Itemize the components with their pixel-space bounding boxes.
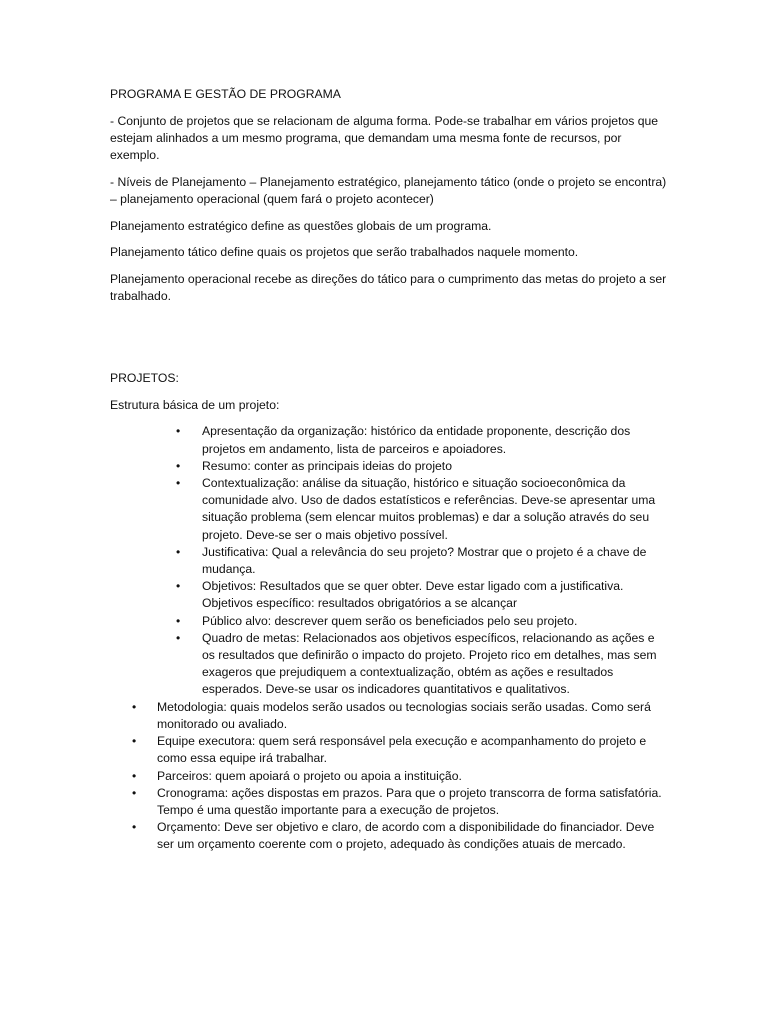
bullet-icon: •: [132, 699, 137, 714]
bullet-icon: •: [176, 458, 181, 473]
list-item: [110, 630, 670, 699]
list-item-text: Contextualização: análise da situação, histórico e situação socioeconômica da comunidade alvo. Uso de dados estatísticos e referências. Deve-se apresentar uma situação problema (sem elencar muitos problemas) e dar a solução através do seu projeto. Deve-se ser o mais objetivo possível.: [202, 476, 656, 542]
list-item: [110, 423, 670, 457]
subheading-estrutura: Estrutura básica de um projeto:: [110, 397, 280, 412]
section-heading-programa: PROGRAMA E GESTÃO DE PROGRAMA: [110, 87, 341, 101]
spacer: [110, 315, 670, 370]
paragraph-tatico: Planejamento tático define quais os projetos que serão trabalhados naquele momento.: [110, 245, 579, 260]
bullet-icon: •: [176, 476, 181, 491]
list-item-text: Apresentação da organização: histórico da entidade proponente, descrição dos projetos em andamento, lista de parceiros e apoiadores.: [202, 424, 631, 456]
list-item: [110, 475, 670, 544]
bullet-icon: •: [132, 820, 137, 835]
list-item-text: Cronograma: ações dispostas em prazos. Para que o projeto transcorra de forma satisfatória. Tempo é uma questão importante para a execução de projetos.: [157, 785, 662, 817]
list-item: [110, 578, 670, 612]
paragraph-estrategico: Planejamento estratégico define as questões globais de um programa.: [110, 218, 492, 233]
list-item: [110, 819, 670, 853]
list-item-text: Metodologia: quais modelos serão usados ou tecnologias sociais serão usadas. Como será monitorado ou avaliado.: [157, 699, 651, 731]
paragraph-operacional: Planejamento operacional recebe as direções do tático para o cumprimento das metas do projeto a ser trabalhado.: [110, 272, 667, 304]
bullet-icon: •: [132, 734, 137, 749]
bullet-icon: •: [176, 613, 181, 628]
list-item: [110, 768, 670, 785]
document-page: [110, 86, 670, 854]
list-item-text: Resumo: conter as principais ideias do projeto: [202, 458, 452, 473]
list-item: [110, 613, 670, 630]
paragraph-niveis: - Níveis de Planejamento – Planejamento estratégico, planejamento tático (onde o projeto se encontra) – planejamento operacional (quem fará o projeto acontecer): [110, 174, 667, 207]
list-item: [110, 458, 670, 475]
bullet-icon: •: [176, 579, 181, 594]
list-item-text: Quadro de metas: Relacionados aos objetivos específicos, relacionando as ações e os resultados que definirão o impacto do projeto. Projeto rico em detalhes, mas sem exageros que prejudiquem a contextualização, obtém as ações e resultados esperados. Deve-se usar os indicadores quantitativos e qualitativos.: [202, 630, 657, 697]
list-item: [110, 785, 670, 819]
bullet-icon: •: [132, 768, 137, 783]
list-item-text: Parceiros: quem apoiará o projeto ou apoia a instituição.: [157, 768, 462, 783]
bullet-icon: •: [132, 785, 137, 800]
list-item: [110, 699, 670, 733]
list-item-text: Objetivos: Resultados que se quer obter. Deve estar ligado com a justificativa. Objetivos específico: resultados obrigatórios a se alcançar: [202, 579, 624, 611]
section-heading-projetos: PROJETOS:: [110, 371, 179, 386]
bullet-icon: •: [176, 630, 181, 645]
list-item: [110, 733, 670, 767]
bullet-icon: •: [176, 544, 181, 559]
list-item-text: Público alvo: descrever quem serão os beneficiados pelo seu projeto.: [202, 613, 578, 628]
paragraph-conjunto: - Conjunto de projetos que se relacionam de alguma forma. Pode-se trabalhar em vários projetos que estejam alinhados a um mesmo programa, que demandam uma mesma fonte de recursos, por exemplo.: [110, 113, 659, 163]
list-item-text: Justificativa: Qual a relevância do seu projeto? Mostrar que o projeto é a chave de mudança.: [202, 544, 647, 577]
project-structure-list-outdented: [110, 699, 670, 854]
list-item-text: Orçamento: Deve ser objetivo e claro, de acordo com a disponibilidade do financiador. Deve ser um orçamento coerente com o projeto, adequado às condições atuais de mercado.: [157, 820, 655, 852]
list-item: [110, 544, 670, 578]
list-item-text: Equipe executora: quem será responsável pela execução e acompanhamento do projeto e como essa equipe irá trabalhar.: [157, 734, 647, 766]
bullet-icon: •: [176, 424, 181, 439]
project-structure-list-indented: [110, 423, 670, 698]
